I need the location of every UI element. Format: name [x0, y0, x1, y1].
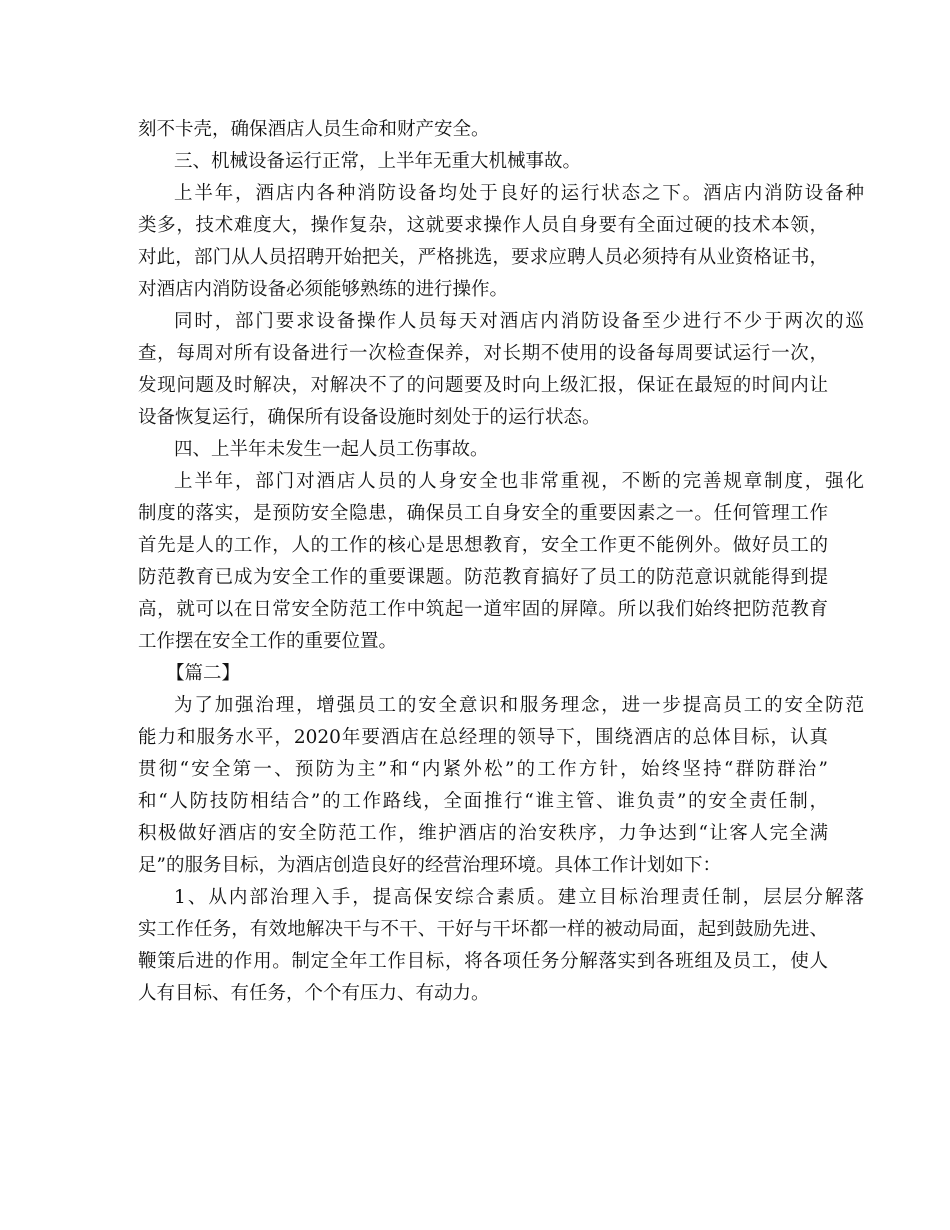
paragraph-line: 鞭策后进的作用。制定全年工作目标，将各项任务分解落实到各班组及员工，使人	[138, 951, 828, 972]
paragraph-line: 工作摆在安全工作的重要位置。	[138, 631, 398, 652]
paragraph-line: 同时，部门要求设备操作人员每天对酒店内消防设备至少进行不少于两次的巡	[174, 311, 864, 332]
document-body	[138, 114, 864, 1010]
paragraph-line: 刻不卡壳，确保酒店人员生命和财产安全。	[138, 119, 490, 140]
paragraph-line: 防范教育已成为安全工作的重要课题。防范教育搞好了员工的防范意识就能得到提	[138, 567, 828, 588]
paragraph-line: 设备恢复运行，确保所有设备设施时刻处于的运行状态。	[138, 407, 601, 428]
paragraph-line: 为了加强治理，增强员工的安全意识和服务理念，进一步提高员工的安全防范	[174, 695, 864, 716]
paragraph-line: 人有目标、有任务，个个有压力、有动力。	[138, 983, 490, 1004]
paragraph-line: 和“人防技防相结合”的工作路线，全面推行“谁主管、谁负责”的安全责任制，	[138, 791, 828, 812]
paragraph-line: 对酒店内消防设备必须能够熟练的进行操作。	[138, 279, 509, 300]
paragraph-line: 上半年，部门对酒店人员的人身安全也非常重视，不断的完善规章制度，强化	[174, 471, 864, 492]
paragraph-line: 实工作任务，有效地解决干与不干、干好与干坏都一样的被动局面，起到鼓励先进、	[138, 919, 828, 940]
paragraph-line: 贯彻“安全第一、预防为主”和“内紧外松”的工作方针，始终坚持“群防群治”	[138, 759, 828, 780]
paragraph-line: 上半年，酒店内各种消防设备均处于良好的运行状态之下。酒店内消防设备种	[174, 183, 864, 204]
paragraph-line: 首先是人的工作，人的工作的核心是思想教育，安全工作更不能例外。做好员工的	[138, 535, 828, 556]
paragraph-line: 对此，部门从人员招聘开始把关，严格挑选，要求应聘人员必须持有从业资格证书，	[138, 247, 828, 268]
paragraph-line: 积极做好酒店的安全防范工作，维护酒店的治安秩序，力争达到“让客人完全满	[138, 823, 828, 844]
section-title: 【篇二】	[166, 663, 241, 684]
paragraph-line: 高，就可以在日常安全防范工作中筑起一道牢固的屏障。所以我们始终把防范教育	[138, 599, 828, 620]
paragraph-line: 1、从内部治理入手，提高保安综合素质。建立目标治理责任制，层层分解落	[174, 887, 864, 908]
paragraph-line: 足”的服务目标，为酒店创造良好的经营治理环境。具体工作计划如下：	[138, 855, 721, 876]
paragraph-line: 制度的落实，是预防安全隐患，确保员工自身安全的重要因素之一。任何管理工作	[138, 503, 828, 524]
paragraph-line: 查，每周对所有设备进行一次检查保养，对长期不使用的设备每周要试运行一次，	[138, 343, 828, 364]
paragraph-line: 能力和服务水平，2020年要酒店在总经理的领导下，围绕酒店的总体目标，认真	[138, 727, 828, 748]
section-heading: 四、上半年未发生一起人员工伤事故。	[174, 439, 489, 460]
section-heading: 三、机械设备运行正常，上半年无重大机械事故。	[174, 151, 582, 172]
paragraph-line: 发现问题及时解决，对解决不了的问题要及时向上级汇报，保证在最短的时间内让	[138, 375, 828, 396]
paragraph-line: 类多，技术难度大，操作复杂，这就要求操作人员自身要有全面过硬的技术本领，	[138, 215, 828, 236]
